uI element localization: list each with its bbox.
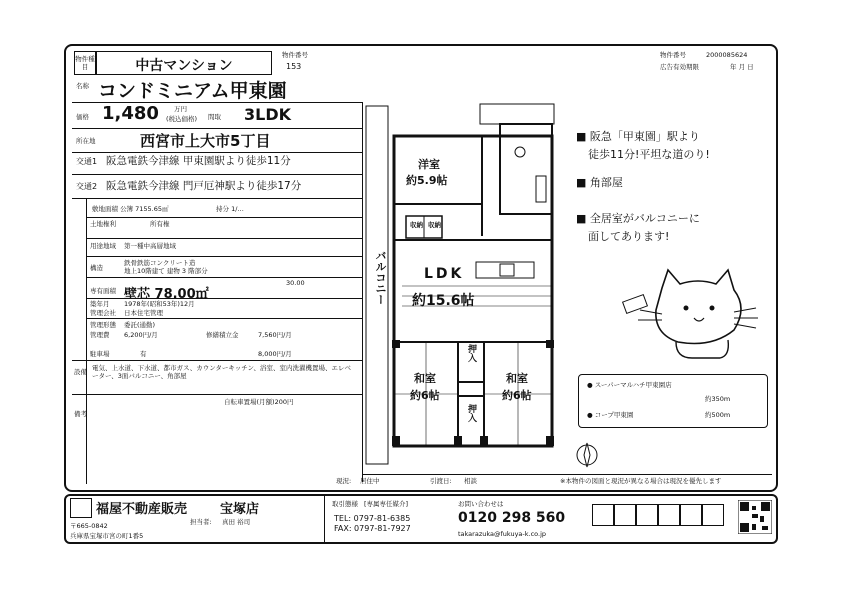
company-fax: FAX: 0797-81-7927 [334, 524, 411, 533]
stamp-box [592, 504, 614, 526]
transport2-label: 交通2 [76, 182, 98, 191]
feature-list [576, 128, 710, 246]
land-note: 持分 1/… [216, 205, 244, 213]
deal-value: [専属専任媒介] [364, 500, 409, 508]
zoning-label: 用途地域 [90, 242, 116, 250]
stamp-box [658, 504, 680, 526]
feature-item: ■ 全居室がバルコニーに [576, 212, 700, 225]
stamp-box [702, 504, 724, 526]
parking-label: 駐車場 [90, 350, 110, 358]
company-email: takarazuka@fukuya-k.co.jp [458, 530, 547, 538]
cat-illustration-icon [616, 268, 766, 364]
type-value-cell [96, 51, 272, 75]
type-label: 物件種目 [75, 55, 95, 71]
parking-fee: 8,000円/月 [258, 350, 292, 358]
price-label: 価格 [76, 113, 89, 121]
stamp-box [636, 504, 658, 526]
company-name: 福屋不動産販売 [96, 502, 188, 517]
staff-value: 真田 裕司 [222, 518, 251, 526]
staff-label: 担当者: [190, 518, 212, 526]
floors-value: 地上10階建て 建物 3 階部分 [124, 267, 208, 275]
feature-item: ■ 阪急「甲東園」駅より [576, 130, 700, 143]
layout-value: 3LDK [244, 105, 292, 124]
transport1-label: 交通1 [76, 157, 98, 166]
area-value: 壁芯 78.00㎡ [124, 287, 209, 302]
repair-label: 修繕積立金 [206, 331, 239, 339]
storage2-label: 収納 [428, 221, 441, 229]
nearby-item: ● コープ甲東園 [587, 411, 634, 419]
zoning-value: 第一種中高層地域 [124, 242, 176, 250]
property-type: 中古マンション [135, 58, 233, 74]
manager-value: 日本住宅管理 [124, 309, 163, 317]
nearby-box [578, 374, 768, 428]
delivery-value: 相談 [464, 477, 477, 485]
structure-label: 構造 [90, 264, 103, 272]
free-label: お問い合わせは [458, 500, 504, 508]
balcony-label: バルコニー [374, 250, 387, 305]
built-value: 1978年(昭和53年)12月 [124, 300, 195, 308]
company-address: 兵庫県宝塚市宮の町1番5 [70, 532, 144, 540]
delivery-label: 引渡日: [430, 477, 452, 485]
remarks-label: 備考 [74, 410, 87, 418]
ref-label: 物件番号 [660, 51, 686, 59]
closet1-label: 押入 [466, 344, 476, 362]
manage-type-label: 管理形態 [90, 321, 116, 329]
japanese2-size: 約6帖 [502, 389, 532, 402]
ref-number: 2000085624 [706, 51, 748, 59]
company-tel: TEL: 0797-81-6385 [334, 514, 411, 523]
feature-item: 徒歩11分!平坦な道のり! [588, 148, 710, 161]
qr-code-icon [738, 500, 772, 534]
rights-label: 土地権利 [90, 220, 116, 228]
manage-fee-value: 6,200円/月 [124, 331, 158, 339]
built-label: 築年月 [90, 300, 110, 308]
info-label: 広告有効期限 [660, 63, 699, 71]
nearby-item: ● スーパーマルハチ甲東園店 [587, 381, 672, 389]
layout-label: 間取 [208, 113, 221, 121]
ldk-label: LDK [424, 266, 465, 282]
status-value: 居住中 [360, 477, 380, 485]
feature-item: ■ 角部屋 [576, 176, 623, 189]
code-value: 153 [286, 62, 302, 71]
ldk-size: 約15.6帖 [412, 293, 475, 309]
name-label: 名称 [76, 82, 89, 90]
nearby-distance: 約350m [705, 395, 731, 403]
type-label-cell [74, 51, 96, 75]
code-label: 物件番号 [282, 51, 308, 59]
structure-value: 鉄骨鉄筋コンクリート造 [124, 259, 196, 267]
stamp-box [680, 504, 702, 526]
area-label: 専有面積 [90, 287, 116, 295]
closet2-label: 押入 [466, 404, 476, 422]
transport2-value: 阪急電鉄今津線 門戸厄神駅より徒歩17分 [106, 180, 302, 192]
price-unit: 万円 [174, 105, 187, 113]
japanese1-label: 和室 [414, 372, 436, 385]
price-value: 1,480 [102, 103, 159, 124]
balcony-area: 30.00 [286, 279, 305, 287]
japanese1-size: 約6帖 [410, 389, 440, 402]
location-value: 西宮市上大市5丁目 [140, 132, 271, 150]
location-label: 所在地 [76, 137, 96, 145]
storage1-label: 収納 [410, 221, 423, 229]
rights-value: 所有権 [150, 220, 170, 228]
manage-type-value: 委託(通勤) [124, 321, 156, 329]
land-area: 敷地面積 公簿 7155.65㎡ [92, 205, 169, 213]
compass-icon [572, 440, 602, 470]
footer-note: ※本物件の図面と現況が異なる場合は現況を優先します [560, 477, 722, 485]
western-room-size: 約5.9帖 [406, 174, 448, 187]
transport1-value: 阪急電鉄今津線 甲東園駅より徒歩11分 [106, 155, 291, 167]
free-number: 0120 298 560 [458, 510, 566, 526]
stamp-box [614, 504, 636, 526]
western-room-label: 洋室 [418, 158, 440, 171]
property-name: コンドミニアム甲東園 [98, 80, 287, 102]
company-postal: 〒665-0842 [70, 522, 108, 530]
nearby-distance: 約500m [705, 411, 731, 419]
price-tax: (税込価格) [166, 115, 198, 123]
equipment-value: 電気、上水道、下水道、都市ガス、カウンターキッチン、浴室、室内洗濯機置場、エレベーター、3面バルコニー、角部屋 [92, 364, 351, 380]
company-branch: 宝塚店 [220, 502, 260, 517]
equipment-label: 設備 [74, 368, 87, 376]
remarks-value: 自転車置場(月額)200円 [224, 398, 294, 406]
manager-label: 管理会社 [90, 309, 116, 317]
date-label: 年 月 日 [730, 63, 754, 71]
parking-value: 有 [140, 350, 147, 358]
company-logo-icon [70, 498, 92, 518]
deal-label: 取引態様 [332, 500, 358, 508]
manage-fee-label: 管理費 [90, 331, 110, 339]
feature-item: 面してあります! [588, 230, 670, 243]
japanese2-label: 和室 [506, 372, 528, 385]
repair-value: 7,560円/月 [258, 331, 292, 339]
status-label: 現況: [336, 477, 352, 485]
